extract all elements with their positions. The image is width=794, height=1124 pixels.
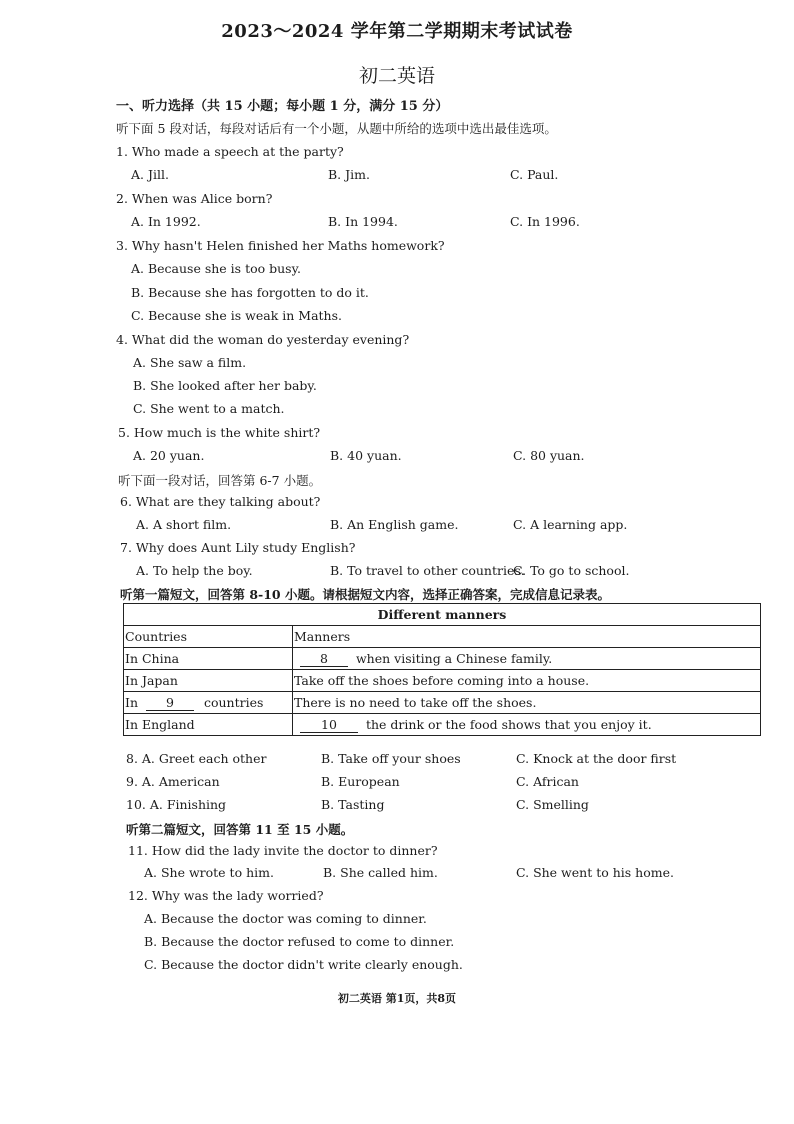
table-row: [124, 648, 761, 670]
table-cell-manner: [293, 648, 761, 670]
table-cell-manner: Take off the shoes before coming into a house.: [293, 670, 761, 692]
country-prefix: In: [125, 694, 138, 710]
question-1-option-b: B. Jim.: [328, 167, 370, 182]
answer-blank-10: 10: [300, 718, 358, 733]
question-12-stem: 12. Why was the lady worried?: [128, 888, 324, 903]
section-instruction: 听下面 5 段对话，每段对话后有一个小题，从题中所给的选项中选出最佳选项。: [116, 121, 557, 136]
question-10-option-b: B. Tasting: [321, 797, 385, 812]
table-cell-country: In Japan: [124, 670, 293, 692]
section-heading: 一、听力选择（共 15 小题；每小题 1 分，满分 15 分）: [116, 99, 449, 114]
question-4-option-a: A. She saw a film.: [133, 355, 247, 370]
question-5-option-b: B. 40 yuan.: [330, 448, 402, 463]
question-7-option-a: A. To help the boy.: [136, 563, 253, 578]
table-header-manners: Manners: [293, 626, 761, 648]
question-6-option-c: C. A learning app.: [513, 517, 628, 532]
question-1-stem: 1. Who made a speech at the party?: [116, 144, 344, 159]
question-3-option-c: C. Because she is weak in Maths.: [131, 308, 342, 323]
exam-title: 2023～2024 学年第二学期期末考试试卷: [221, 21, 573, 42]
question-7-option-c: C. To go to school.: [513, 563, 630, 578]
question-8-option-a: 8. A. Greet each other: [126, 751, 267, 766]
question-8-option-b: B. Take off your shoes: [321, 751, 461, 766]
question-9-option-c: C. African: [516, 774, 579, 789]
instruction-8-10: 听第一篇短文，回答第 8-10 小题。请根据短文内容，选择正确答案，完成信息记录表。: [120, 587, 610, 602]
question-3-option-b: B. Because she has forgotten to do it.: [131, 285, 369, 300]
question-8-option-c: C. Knock at the door first: [516, 751, 677, 766]
question-2-option-a: A. In 1992.: [131, 214, 201, 229]
question-6-option-a: A. A short film.: [136, 517, 232, 532]
table-cell-manner: [293, 714, 761, 736]
manners-table: [123, 603, 761, 736]
instruction-11-15: 听第二篇短文，回答第 11 至 15 小题。: [126, 822, 354, 837]
question-4-option-c: C. She went to a match.: [133, 401, 285, 416]
table-title: Different manners: [124, 604, 761, 626]
question-6-stem: 6. What are they talking about?: [120, 494, 321, 509]
country-suffix: countries: [203, 694, 264, 710]
table-cell-country: In China: [124, 648, 293, 670]
question-10-option-c: C. Smelling: [516, 797, 589, 812]
question-1-option-c: C. Paul.: [510, 167, 559, 182]
question-2-stem: 2. When was Alice born?: [116, 191, 273, 206]
question-7-option-b: B. To travel to other countries.: [330, 563, 525, 578]
question-5-stem: 5. How much is the white shirt?: [118, 425, 321, 440]
exam-subject: 初二英语: [358, 65, 435, 87]
manner-text: the drink or the food shows that you enjoy it.: [365, 716, 652, 732]
table-row: [124, 604, 761, 626]
question-2-option-c: C. In 1996.: [510, 214, 580, 229]
question-4-stem: 4. What did the woman do yesterday evening?: [116, 332, 410, 347]
question-11-option-c: C. She went to his home.: [516, 865, 674, 880]
question-12-option-b: B. Because the doctor refused to come to dinner.: [144, 934, 455, 949]
table-cell-country: In England: [124, 714, 293, 736]
table-row: [124, 714, 761, 736]
question-2-option-b: B. In 1994.: [328, 214, 398, 229]
question-9-option-b: B. European: [321, 774, 400, 789]
question-3-stem: 3. Why hasn't Helen finished her Maths homework?: [116, 238, 445, 253]
table-row: [124, 670, 761, 692]
question-7-stem: 7. Why does Aunt Lily study English?: [120, 540, 356, 555]
table-row: [124, 692, 761, 714]
question-12-option-a: A. Because the doctor was coming to dinner.: [144, 911, 427, 926]
answer-blank-9: 9: [146, 696, 194, 711]
table-cell-country: [124, 692, 293, 714]
instruction-6-7: 听下面一段对话，回答第 6-7 小题。: [118, 473, 322, 488]
question-5-option-a: A. 20 yuan.: [133, 448, 205, 463]
manner-text: when visiting a Chinese family.: [355, 650, 553, 666]
table-header-countries: Countries: [124, 626, 293, 648]
question-11-option-a: A. She wrote to him.: [144, 865, 274, 880]
question-3-option-a: A. Because she is too busy.: [131, 261, 301, 276]
question-6-option-b: B. An English game.: [330, 517, 459, 532]
question-12-option-c: C. Because the doctor didn't write clearly enough.: [144, 957, 463, 972]
page-footer: 初二英语 第1页，共8页: [337, 992, 457, 1005]
answer-blank-8: 8: [300, 652, 348, 667]
table-cell-manner: There is no need to take off the shoes.: [293, 692, 761, 714]
question-5-option-c: C. 80 yuan.: [513, 448, 585, 463]
question-11-stem: 11. How did the lady invite the doctor to dinner?: [128, 843, 438, 858]
question-9-option-a: 9. A. American: [126, 774, 220, 789]
question-11-option-b: B. She called him.: [323, 865, 438, 880]
question-10-option-a: 10. A. Finishing: [126, 797, 227, 812]
question-4-option-b: B. She looked after her baby.: [133, 378, 317, 393]
table-row: [124, 626, 761, 648]
question-1-option-a: A. Jill.: [131, 167, 169, 182]
